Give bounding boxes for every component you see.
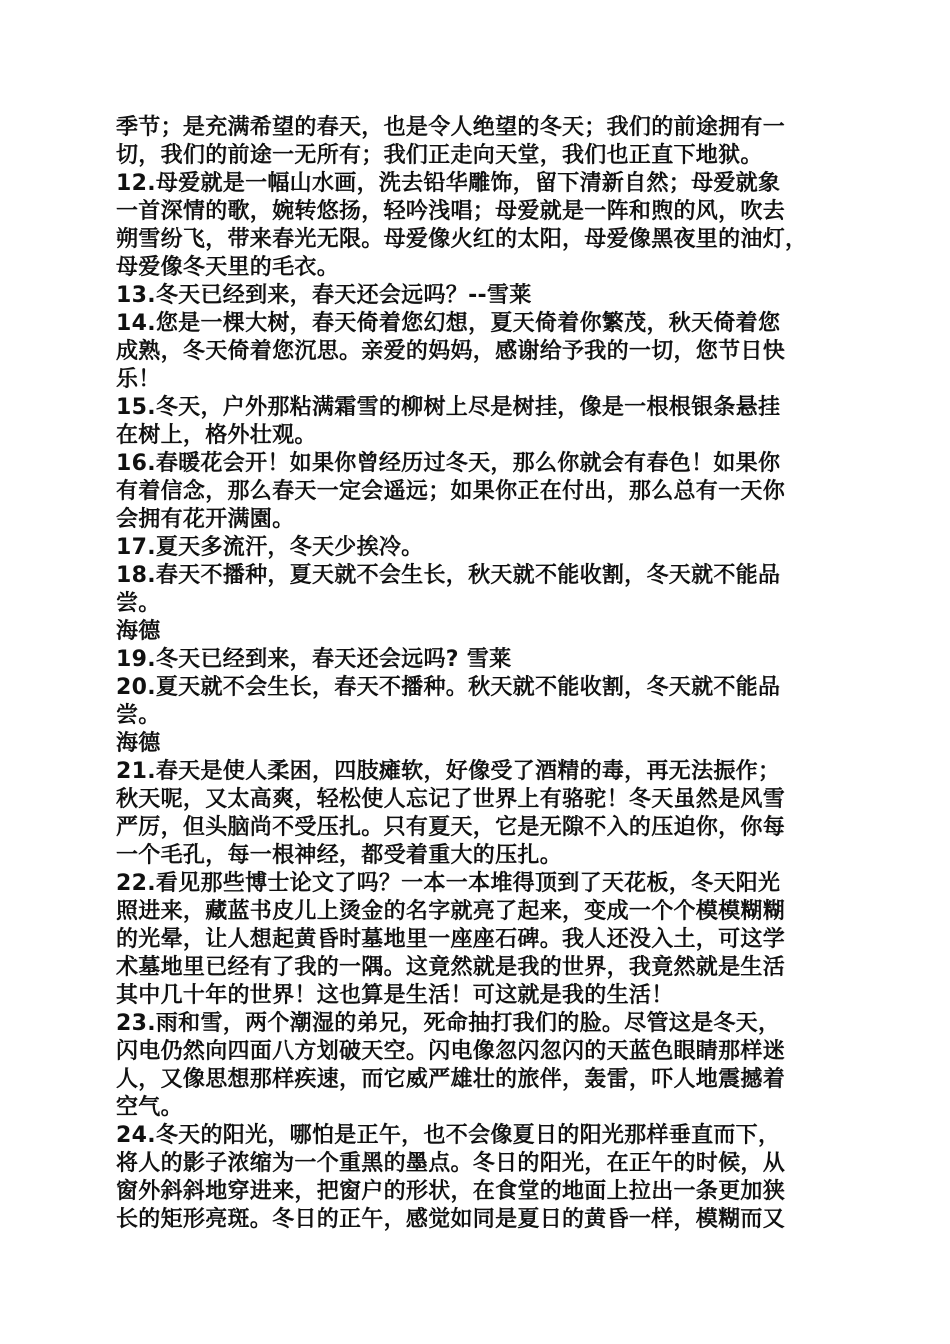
text-line: 海德 (116, 731, 161, 756)
text-line: 季节；是充满希望的春天，也是令人绝望的冬天；我们的前途拥有一 (116, 115, 786, 140)
text-line: 23.雨和雪，两个潮湿的弟兄，死命抽打我们的脸。尽管这是冬天， (116, 1011, 781, 1036)
text-line: 术墓地里已经有了我的一隅。这竟然就是我的世界，我竟然就是生活 (116, 955, 786, 980)
text-line: 将人的影子浓缩为一个重黑的墨点。冬日的阳光，在正午的时候，从 (116, 1151, 786, 1176)
text-line: 15.冬天，户外那粘满霜雪的柳树上尽是树挂，像是一根根银条悬挂 (116, 395, 781, 420)
text-line: 13.冬天已经到来，春天还会远吗？--雪莱 (116, 283, 532, 308)
text-line: 严厉，但头脑尚不受压扎。只有夏天，它是无隙不入的压迫你，你每 (116, 815, 786, 840)
text-line: 20.夏天就不会生长，春天不播种。秋天就不能收割，冬天就不能品 (116, 675, 781, 700)
text-line: 16.春暖花会开！如果你曾经历过冬天，那么你就会有春色！如果你 (116, 451, 781, 476)
text-line: 14.您是一棵大树，春天倚着您幻想，夏天倚着你繁茂，秋天倚着您 (116, 311, 781, 336)
text-line: 会拥有花开满園。 (116, 507, 295, 532)
text-line: 窗外斜斜地穿进来，把窗户的形状，在食堂的地面上拉出一条更加狭 (116, 1179, 786, 1204)
text-line: 长的矩形亮斑。冬日的正午，感觉如同是夏日的黄昏一样，模糊而又 (116, 1207, 786, 1232)
text-line: 海德 (116, 619, 161, 644)
text-line: 有着信念，那么春天一定会遥远；如果你正在付出，那么总有一天你 (116, 479, 786, 504)
text-line: 22.看见那些博士论文了吗？一本一本堆得顶到了天花板，冬天阳光 (116, 871, 781, 896)
text-line: 在树上，格外壮观。 (116, 423, 317, 448)
text-line: 19.冬天已经到来，春天还会远吗? 雪莱 (116, 647, 512, 672)
text-line: 12.母爱就是一幅山水画，洗去铅华雕饰，留下清新自然；母爱就象 (116, 171, 781, 196)
text-line: 秋天呢，又太高爽，轻松使人忘记了世界上有骆驼！冬天虽然是风雪 (116, 787, 786, 812)
text-line: 成熟，冬天倚着您沉思。亲爱的妈妈，感谢给予我的一切，您节日快 (116, 339, 786, 364)
text-line: 母爱像冬天里的毛衣。 (116, 255, 340, 280)
text-line: 空气。 (116, 1095, 183, 1120)
text-line: 其中几十年的世界！这也算是生活！可这就是我的生活！ (116, 983, 674, 1008)
text-line: 乐！ (116, 367, 161, 392)
text-line: 闪电仍然向四面八方划破天空。闪电像忽闪忽闪的天蓝色眼睛那样迷 (116, 1039, 786, 1064)
text-line: 的光晕，让人想起黄昏时墓地里一座座石碑。我人还没入土，可这学 (116, 927, 786, 952)
text-line: 照进来，藏蓝书皮儿上烫金的名字就亮了起来，变成一个个模模糊糊 (116, 899, 786, 924)
text-line: 21.春天是使人柔困，四肢瘫软，好像受了酒精的毒，再无法振作； (116, 759, 781, 784)
text-line: 尝。 (116, 703, 161, 728)
text-line: 朔雪纷飞，带来春光无限。母爱像火红的太阳，母爱像黑夜里的油灯， (116, 227, 808, 252)
text-line: 一首深情的歌，婉转悠扬，轻吟浅唱；母爱就是一阵和煦的风，吹去 (116, 199, 786, 224)
text-line: 人，又像思想那样疾速，而它威严雄壮的旅伴，轰雷，吓人地震撼着 (116, 1067, 786, 1092)
text-line: 一个毛孔，每一根神经，都受着重大的压扎。 (116, 843, 563, 868)
text-line: 尝。 (116, 591, 161, 616)
document-page (116, 114, 840, 1234)
text-line: 24.冬天的阳光，哪怕是正午，也不会像夏日的阳光那样垂直而下， (116, 1123, 781, 1148)
text-line: 18.春天不播种，夏天就不会生长，秋天就不能收割，冬天就不能品 (116, 563, 781, 588)
text-line: 切，我们的前途一无所有；我们正走向天堂，我们也正直下地狱。 (116, 143, 763, 168)
text-line: 17.夏天多流汗，冬天少挨冷。 (116, 535, 424, 560)
